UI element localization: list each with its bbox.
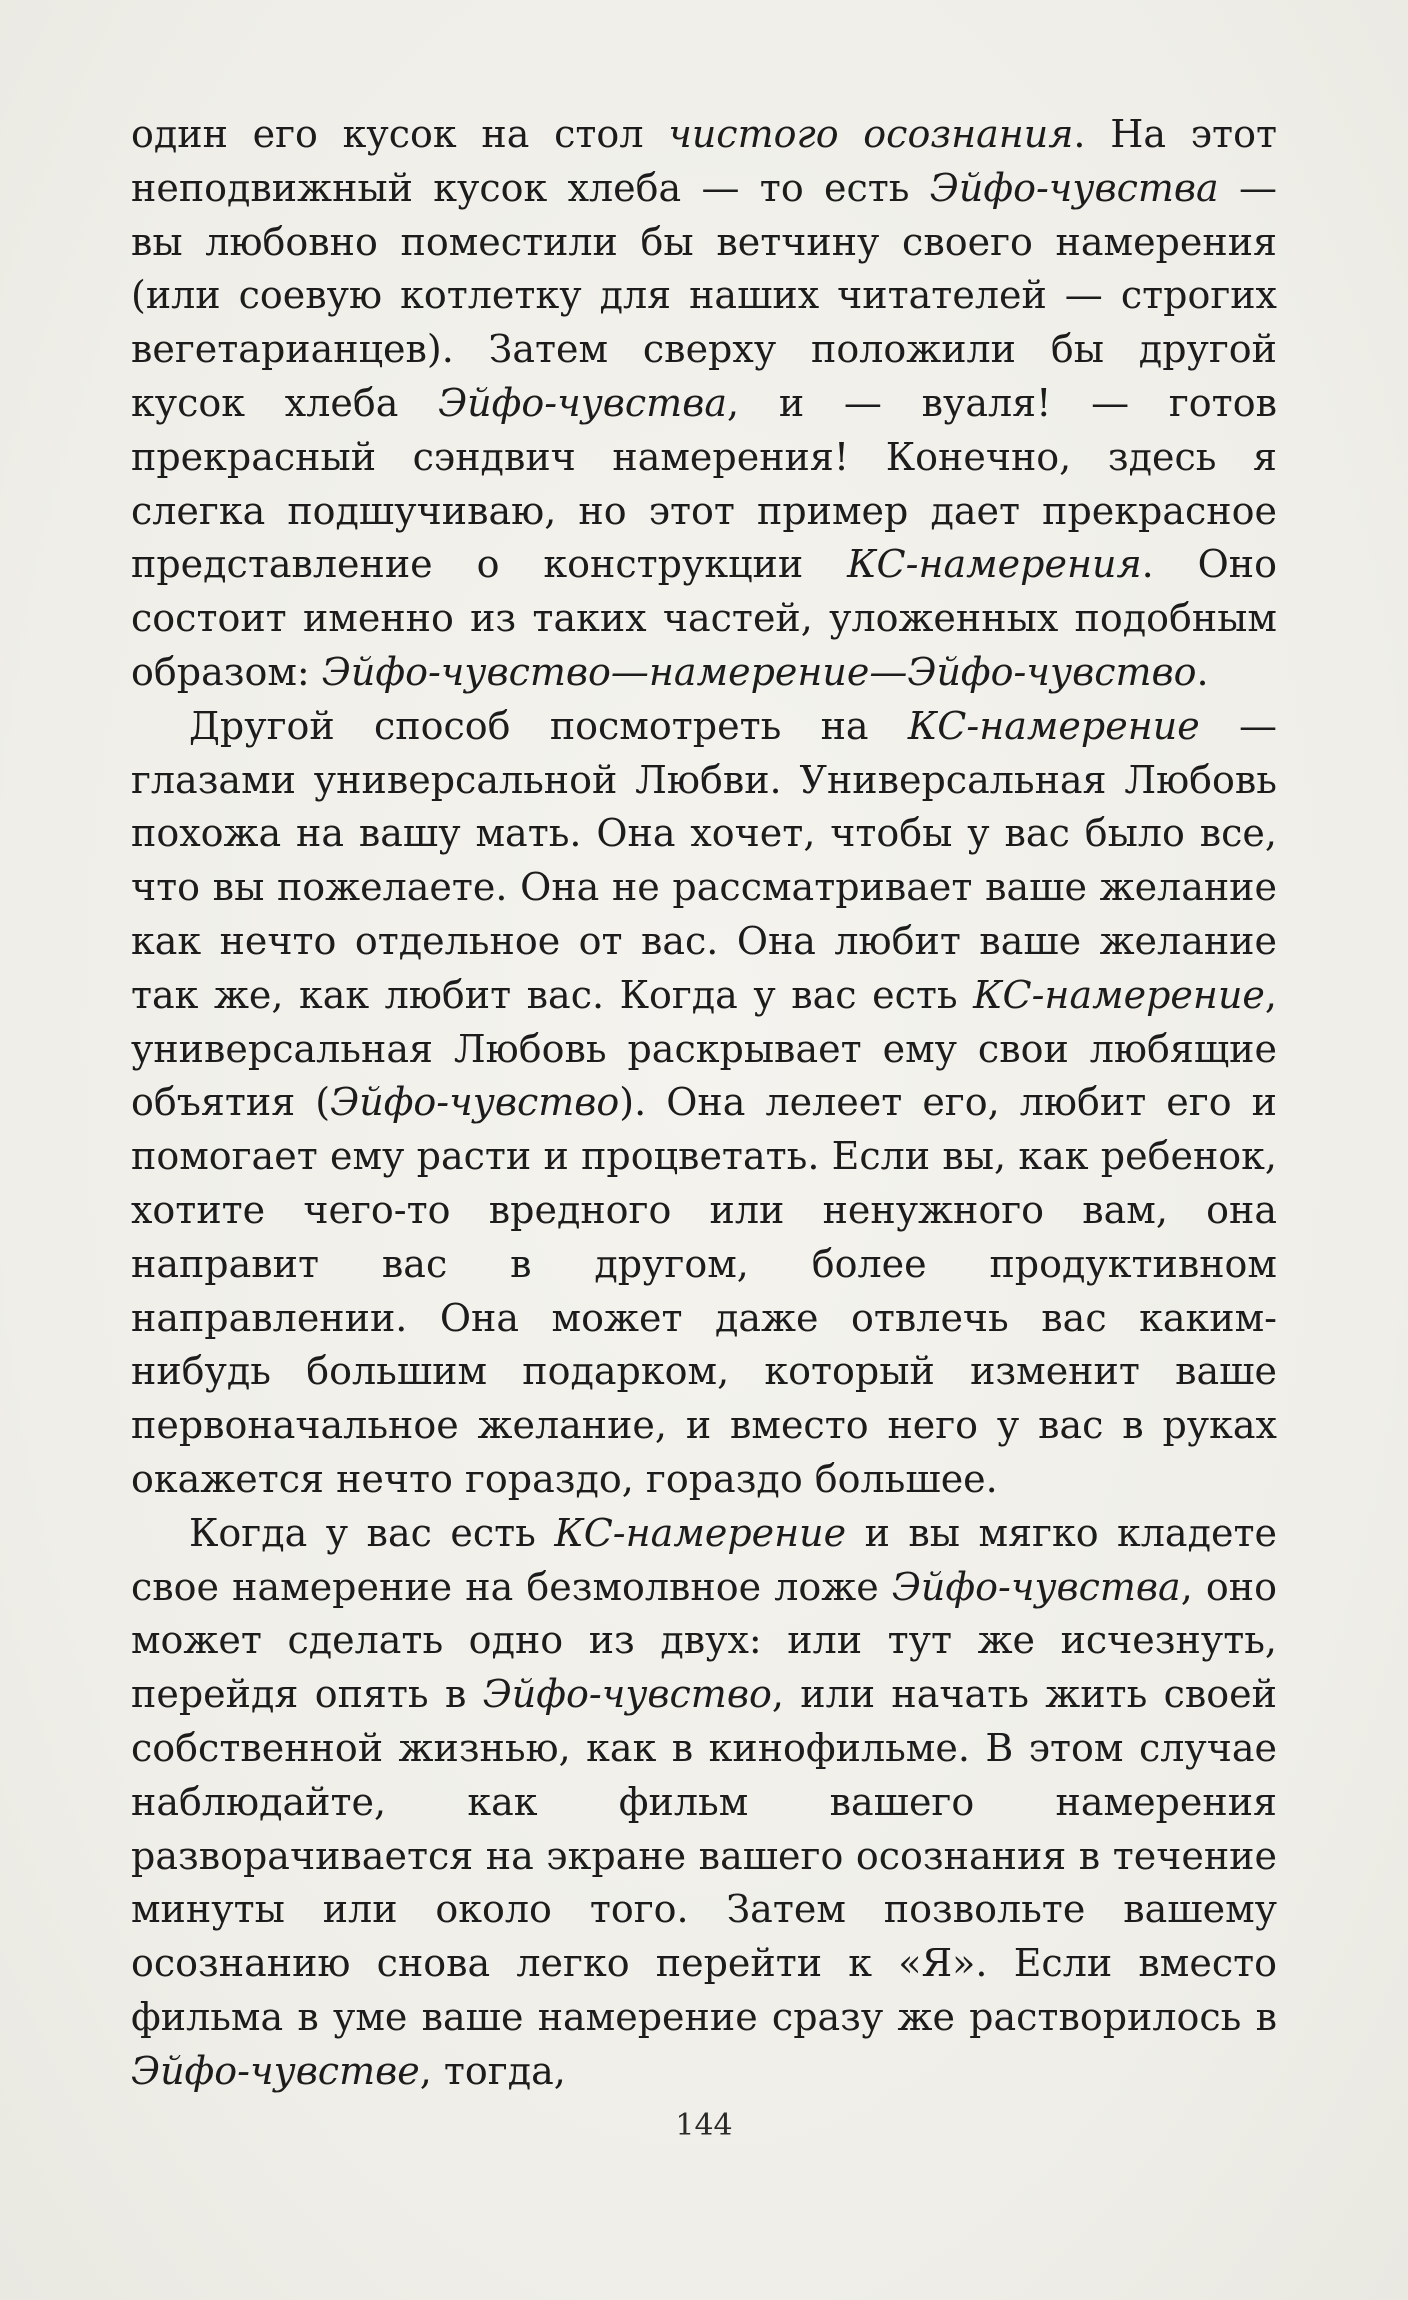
text-run: , оно может сделать одно из двух: или тут же исчезнуть, перейдя опять в — [131, 1564, 1277, 1717]
text-run: , универсальная Любовь раскрывает ему свои любящие объятия ( — [131, 972, 1277, 1125]
text-run: ). Она лелеет его, любит его и помогает ему расти и процветать. Если вы, как ребенок, хотите чего-то вредного или ненужного вам, она направит вас в другом, более продуктивном направлении. Она может даже отвлечь вас каким-нибудь большим подарком, который изменит ваше первоначальное желание, и вместо него у вас в руках окажется нечто гораздо, гораздо большее. — [131, 1080, 1277, 1501]
italic-text-run: чистого осознания — [668, 112, 1074, 156]
text-run: , или начать жить своей собственной жизнью, как в кинофильме. В этом случае наблюдайте, как фильм вашего намерения разворачивается на экране вашего осознания в течение минуты или около того. Затем позвольте вашему осознанию снова легко перейти к «Я». Если вместо фильма в уме ваше намерение сразу же растворилось в — [131, 1672, 1277, 2039]
text-run: , тогда, — [419, 2048, 566, 2093]
text-run: один его кусок на стол — [131, 112, 669, 156]
italic-text-run: Эйфо-чувства — [438, 380, 727, 425]
italic-text-run: Эйфо-чувстве — [131, 2048, 420, 2093]
text-run: . Оно состоит именно из таких частей, уложенных подобным образом: — [131, 542, 1277, 694]
paragraph — [131, 108, 1277, 700]
italic-text-run: КС-намерение — [907, 703, 1200, 748]
italic-text-run: Эйфо-чувство—намерение—Эйфо-чувство — [321, 649, 1197, 694]
text-run: и вы мягко кладете свое намерение на безмолвное ложе — [131, 1510, 1277, 1609]
text-run: — глазами универсальной Любви. Универсальная Любовь похожа на вашу мать. Она хочет, чтобы у вас было все, что вы пожелаете. Она не рассматривает ваше желание как нечто отдельное от вас. Она любит ваше желание так же, как любит вас. Когда у вас есть — [131, 703, 1277, 1017]
body-text — [131, 108, 1277, 2098]
italic-text-run: КС-намерения — [847, 542, 1142, 587]
paragraph — [131, 1507, 1277, 2099]
text-run: Другой способ посмотреть на — [189, 703, 908, 748]
italic-text-run: КС-намерение — [554, 1510, 847, 1555]
text-run: . На этот неподвижный кусок хлеба — то есть — [131, 112, 1277, 210]
text-run: , и — вуаля! — готов прекрасный сэндвич намерения! Конечно, здесь я слегка подшучиваю, но этот пример дает прекрасное представление о конструкции — [131, 380, 1277, 587]
italic-text-run: КС-намерение — [973, 972, 1265, 1017]
text-run: — вы любовно поместили бы ветчину своего намерения (или соевую котлетку для наших читателей — строгих вегетарианцев). Затем сверху положили бы другой кусок хлеба — [131, 165, 1277, 425]
italic-text-run: Эйфо-чувства — [929, 165, 1219, 210]
paragraph — [131, 700, 1277, 1507]
italic-text-run: Эйфо-чувство — [330, 1080, 620, 1125]
italic-text-run: Эйфо-чувство — [482, 1672, 772, 1717]
text-run: . — [1196, 649, 1209, 694]
text-run: Когда у вас есть — [189, 1510, 555, 1555]
italic-text-run: Эйфо-чувства — [891, 1564, 1181, 1609]
page-number: 144 — [675, 2108, 733, 2143]
